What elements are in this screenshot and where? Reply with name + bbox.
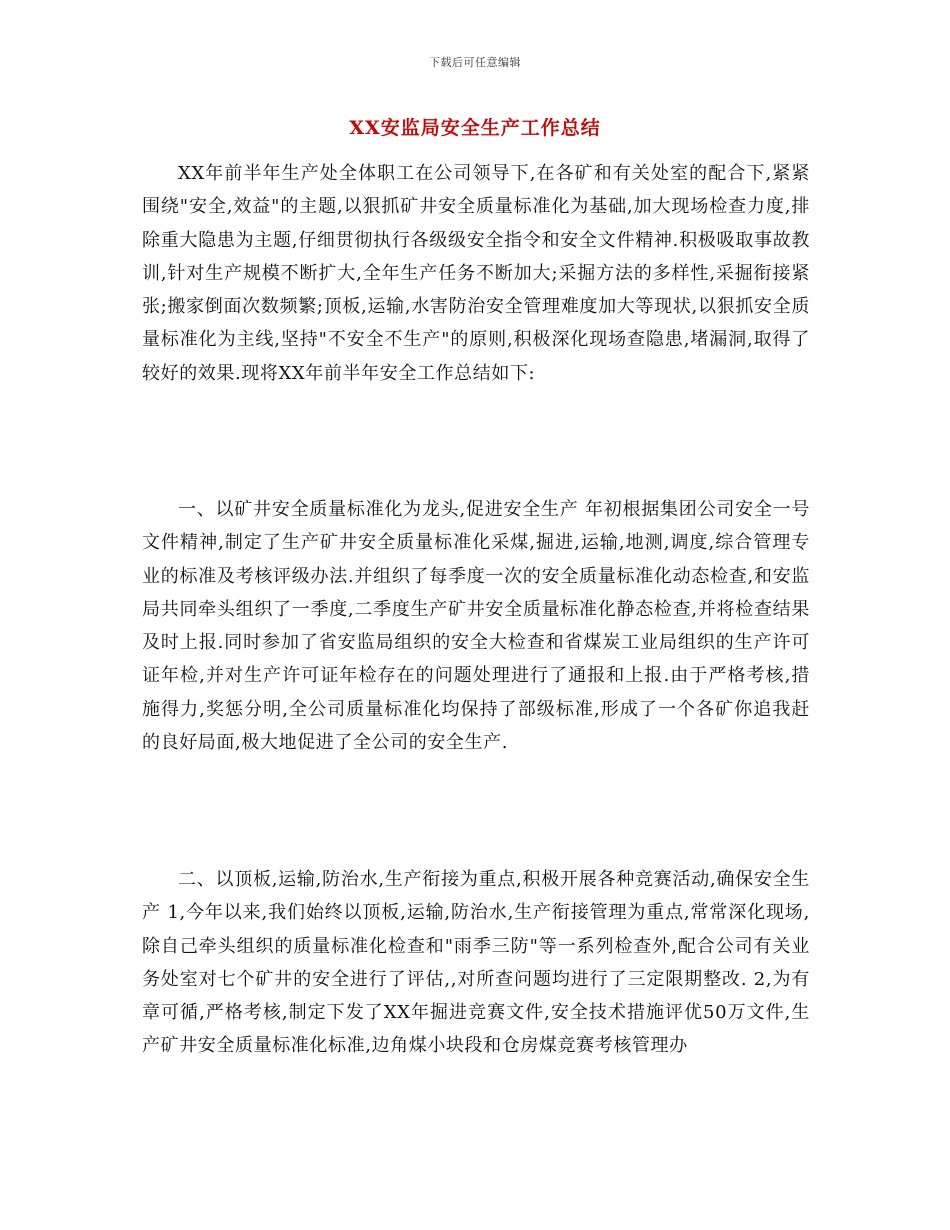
document-title: XX安监局安全生产工作总结: [349, 117, 601, 139]
paragraph-section-2: 二、以顶板,运输,防治水,生产衔接为重点,积极开展各种竞赛活动,确保安全生产 1,今年以来,我们始终以顶板,运输,防治水,生产衔接管理为重点,常常深化现场,除自己牵头组织的质量标准化检查和"雨季三防"等一系列检查外,配合公司有关业务处室对七个矿井的安全进行了评估,,对所查问题均进行了三定限期整改. 2,为有章可循,严格考核,制定下发了XX年掘进竞赛文件,安全技术措施评优50万文件,生产矿井安全质量标准化标准,边角煤小块段和仓房煤竞赛考核管理办: [142, 869, 810, 1057]
paragraph-intro: XX年前半年生产处全体职工在公司领导下,在各矿和有关处室的配合下,紧紧围绕"安全,效益"的主题,以狠抓矿井安全质量标准化为基础,加大现场检查力度,排除重大隐患为主题,仔细贯彻执行各级级安全指令和安全文件精神.积极吸取事故教训,针对生产规模不断扩大,全年生产任务不断加大;采掘方法的多样性,采掘衔接紧张;搬家倒面次数频繁;顶板,运输,水害防治安全管理难度加大等现状,以狠抓安全质量标准化为主线,坚持"不安全不生产"的原则,积极深化现场查隐患,堵漏洞,取得了较好的效果.现将XX年前半年安全工作总结如下:: [142, 163, 810, 384]
paragraph-section-1: 一、以矿井安全质量标准化为龙头,促进安全生产 年初根据集团公司安全一号文件精神,制定了生产矿井安全质量标准化采煤,掘进,运输,地测,调度,综合管理专业的标准及考核评级办法.并组织了每季度一次的安全质量标准化动态检查,和安监局共同牵头组织了一季度,二季度生产矿井安全质量标准化静态检查,并将检查结果及时上报.同时参加了省安监局组织的安全大检查和省煤炭工业局组织的生产许可证年检,并对生产许可证年检存在的问题处理进行了通报和上报.由于严格考核,措施得力,奖惩分明,全公司质量标准化均保持了部级标准,形成了一个各矿你追我赶的良好局面,极大地促进了全公司的安全生产.: [142, 499, 810, 754]
header-note: 下载后可任意编辑: [429, 56, 521, 69]
